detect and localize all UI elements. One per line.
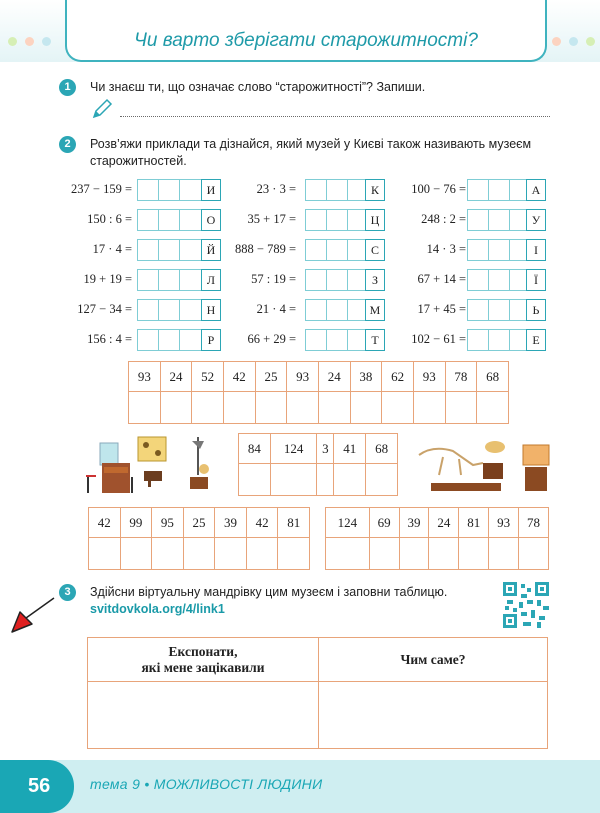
letter-box: М — [365, 299, 385, 321]
code-letter-cell[interactable] — [215, 538, 247, 570]
code-number-cell: 24 — [160, 362, 192, 392]
example-expression: 150 : 6 = — [87, 212, 132, 226]
code-number-cell: 42 — [89, 508, 121, 538]
exhibits-column — [88, 638, 319, 748]
code-letter-cell[interactable] — [429, 538, 459, 570]
letter-box: О — [201, 209, 221, 231]
reason-column — [319, 638, 547, 748]
code-letter-cell[interactable] — [278, 538, 310, 570]
code-number-cell: 39 — [399, 508, 429, 538]
code-number-cell: 84 — [239, 434, 271, 464]
letter-box: Й — [201, 239, 221, 261]
answer-box[interactable] — [137, 329, 202, 351]
letter-box: Ї — [526, 269, 546, 291]
code-number-cell: 93 — [489, 508, 519, 538]
task3-text: Здійсни віртуальну мандрівку цим музеєм і заповни таблицю. — [90, 585, 448, 599]
code-number-cell: 25 — [255, 362, 287, 392]
answer-box[interactable] — [137, 209, 202, 231]
letter-box: Ц — [365, 209, 385, 231]
letter-box: З — [365, 269, 385, 291]
decor-dot — [42, 37, 51, 46]
code-number-cell: 38 — [350, 362, 382, 392]
answer-box[interactable] — [137, 269, 202, 291]
col1-header-line1: Експонати, — [168, 643, 238, 659]
decor-dot — [586, 37, 595, 46]
code-number-cell: 124 — [326, 508, 370, 538]
task1-text: Чи знаєш ти, що означає слово “старожитності”? Запиши. — [90, 80, 426, 94]
code-number-cell: 99 — [120, 508, 152, 538]
code-letter-cell[interactable] — [350, 392, 382, 424]
code-number-cell: 93 — [129, 362, 161, 392]
exhibits-answer-cell[interactable] — [88, 682, 318, 748]
code-letter-cell[interactable] — [413, 392, 445, 424]
reason-column-header: Чим саме? — [319, 638, 547, 682]
arrow-icon — [8, 596, 56, 636]
code-letter-cell[interactable] — [334, 464, 366, 496]
code-letter-cell[interactable] — [183, 538, 215, 570]
answer-box[interactable] — [467, 239, 532, 261]
example-expression: 102 − 61 = — [411, 332, 466, 346]
example-expression: 35 + 17 = — [247, 212, 296, 226]
decor-dot — [552, 37, 561, 46]
letter-box: И — [201, 179, 221, 201]
code-number-cell: 93 — [413, 362, 445, 392]
code-number-cell: 124 — [270, 434, 317, 464]
letter-box: Л — [201, 269, 221, 291]
code-number-cell: 93 — [287, 362, 319, 392]
answer-box[interactable] — [467, 299, 532, 321]
code-number-cell: 39 — [215, 508, 247, 538]
task2-text-line2: старожитностей. — [90, 154, 187, 168]
letter-box: Р — [201, 329, 221, 351]
pencil-icon — [91, 98, 113, 120]
answer-box[interactable] — [305, 239, 370, 261]
task-number-badge: 2 — [59, 136, 76, 153]
code-letter-cell[interactable] — [459, 538, 489, 570]
code-table-1 — [128, 361, 509, 424]
exhibits-column-header — [88, 638, 318, 682]
code-number-cell: 24 — [429, 508, 459, 538]
answer-box[interactable] — [467, 179, 532, 201]
answer-box[interactable] — [137, 299, 202, 321]
decor-dot — [25, 37, 34, 46]
answer-box[interactable] — [467, 209, 532, 231]
code-number-cell: 81 — [278, 508, 310, 538]
qr-code[interactable] — [503, 582, 549, 628]
code-letter-cell[interactable] — [369, 538, 399, 570]
code-letter-cell[interactable] — [255, 392, 287, 424]
example-expression: 17 + 45 = — [417, 302, 466, 316]
page-title: Чи варто зберігати старожитності? — [134, 30, 478, 51]
answer-box[interactable] — [137, 179, 202, 201]
code-number-cell: 42 — [246, 508, 278, 538]
code-table-4 — [325, 507, 549, 570]
footer-topic: тема 9 • МОЖЛИВОСТІ ЛЮДИНИ — [90, 776, 323, 792]
code-letter-cell[interactable] — [489, 538, 519, 570]
code-letter-cell[interactable] — [239, 464, 271, 496]
letter-box: С — [365, 239, 385, 261]
example-expression: 19 + 19 = — [83, 272, 132, 286]
example-expression: 14 · 3 = — [426, 242, 466, 256]
code-number-cell: 78 — [519, 508, 549, 538]
code-number-cell: 81 — [459, 508, 489, 538]
code-letter-cell[interactable] — [89, 538, 121, 570]
example-expression: 156 : 4 = — [87, 332, 132, 346]
code-letter-cell[interactable] — [519, 538, 549, 570]
code-number-cell: 41 — [334, 434, 366, 464]
code-letter-cell[interactable] — [445, 392, 477, 424]
answer-box[interactable] — [305, 329, 370, 351]
axe-illustration — [180, 435, 220, 493]
letter-box: К — [365, 179, 385, 201]
code-number-cell: 69 — [369, 508, 399, 538]
decor-dot — [569, 37, 578, 46]
answer-box[interactable] — [467, 269, 532, 291]
example-expression: 21 · 4 = — [256, 302, 296, 316]
code-table-3 — [88, 507, 310, 570]
letter-box: Е — [526, 329, 546, 351]
exhibits-table — [87, 637, 548, 749]
code-letter-cell[interactable] — [477, 392, 509, 424]
example-expression: 66 + 29 = — [247, 332, 296, 346]
code-number-cell: 25 — [183, 508, 215, 538]
answer-box[interactable] — [305, 179, 370, 201]
task2-text-line1: Розв’яжи приклади та дізнайся, який музей у Києві також називають музеєм — [90, 137, 532, 151]
title-box — [65, 0, 547, 62]
code-number-cell: 3 — [317, 434, 334, 464]
code-letter-cell[interactable] — [270, 464, 317, 496]
code-number-cell: 68 — [366, 434, 398, 464]
code-table-2 — [238, 433, 398, 496]
code-letter-cell[interactable] — [129, 392, 161, 424]
answer-box[interactable] — [467, 329, 532, 351]
code-letter-cell[interactable] — [399, 538, 429, 570]
code-letter-cell[interactable] — [318, 392, 350, 424]
example-expression: 17 · 4 = — [92, 242, 132, 256]
example-expression: 67 + 14 = — [417, 272, 466, 286]
code-number-cell: 62 — [382, 362, 414, 392]
example-expression: 100 − 76 = — [411, 182, 466, 196]
decor-dot — [8, 37, 17, 46]
page-number: 56 — [0, 760, 74, 813]
letter-box: І — [526, 239, 546, 261]
reason-answer-cell[interactable] — [319, 682, 547, 748]
code-number-cell: 52 — [192, 362, 224, 392]
task-number-badge: 1 — [59, 79, 76, 96]
letter-box: Н — [201, 299, 221, 321]
code-letter-cell[interactable] — [287, 392, 319, 424]
letter-box: Ь — [526, 299, 546, 321]
code-number-cell: 42 — [223, 362, 255, 392]
col1-header-line2: які мене зацікавили — [141, 659, 265, 675]
code-letter-cell[interactable] — [223, 392, 255, 424]
task-number-badge: 3 — [59, 584, 76, 601]
example-expression: 888 − 789 = — [235, 242, 296, 256]
code-letter-cell[interactable] — [382, 392, 414, 424]
example-expression: 248 : 2 = — [421, 212, 466, 226]
code-number-cell: 78 — [445, 362, 477, 392]
letter-box: У — [526, 209, 546, 231]
answer-line[interactable] — [120, 116, 550, 117]
code-letter-cell[interactable] — [366, 464, 398, 496]
code-letter-cell[interactable] — [120, 538, 152, 570]
code-letter-cell[interactable] — [192, 392, 224, 424]
dinosaur-skeleton-illustration — [413, 435, 553, 495]
code-number-cell: 68 — [477, 362, 509, 392]
example-expression: 57 : 19 = — [251, 272, 296, 286]
answer-box[interactable] — [305, 299, 370, 321]
example-expression: 237 − 159 = — [71, 182, 132, 196]
code-letter-cell[interactable] — [246, 538, 278, 570]
answer-box[interactable] — [305, 209, 370, 231]
code-letter-cell[interactable] — [160, 392, 192, 424]
code-letter-cell[interactable] — [152, 538, 184, 570]
museum-link[interactable]: svitdovkola.org/4/link1 — [90, 602, 225, 616]
answer-box[interactable] — [137, 239, 202, 261]
letter-box: Т — [365, 329, 385, 351]
example-expression: 23 · 3 = — [256, 182, 296, 196]
code-number-cell: 24 — [318, 362, 350, 392]
code-letter-cell[interactable] — [326, 538, 370, 570]
code-letter-cell[interactable] — [317, 464, 334, 496]
code-number-cell: 95 — [152, 508, 184, 538]
letter-box: А — [526, 179, 546, 201]
example-expression: 127 − 34 = — [77, 302, 132, 316]
answer-box[interactable] — [305, 269, 370, 291]
